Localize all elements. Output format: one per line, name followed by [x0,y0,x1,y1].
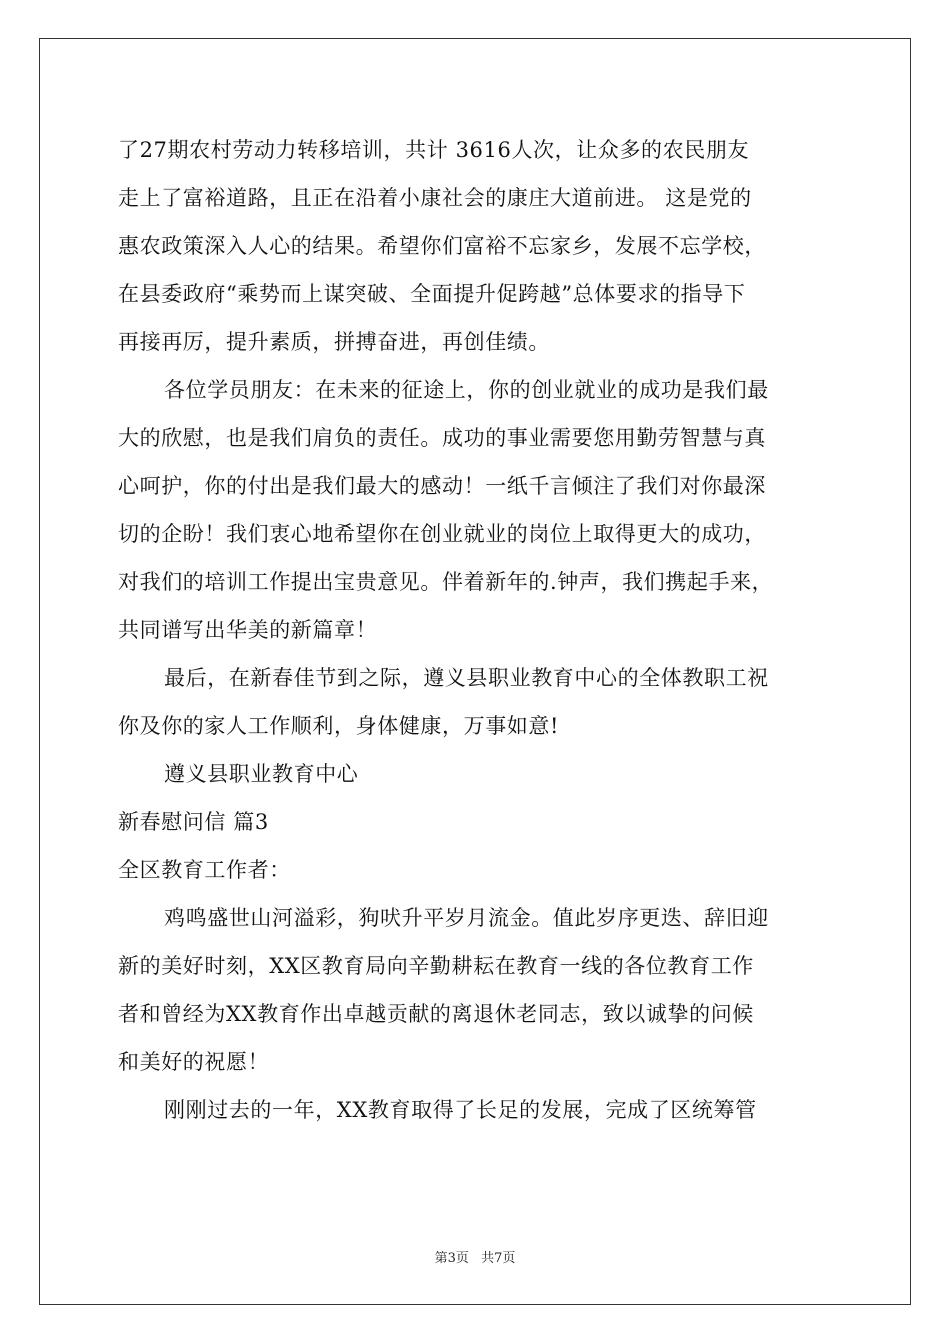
text-line: 共同谱写出华美的新篇章！ [118,618,378,642]
text-line: 新春慰问信 篇3 [118,810,269,834]
text-line: 了27期农村劳动力转移培训，共计 3616人次，让众多的农民朋友 [118,138,750,162]
page-footer [0,1247,950,1266]
total-pages-label: 共7页 [481,1251,516,1266]
text-line: 心呵护，你的付出是我们最大的感动！一纸千言倾注了我们对你最深 [118,474,766,498]
text-line: 全区教育工作者： [118,858,291,882]
text-line: 最后，在新春佳节到之际，遵义县职业教育中心的全体教职工祝 [164,666,769,690]
document-body [118,126,838,1134]
text-line: 和美好的祝愿！ [118,1050,270,1074]
text-line: 大的欣慰，也是我们肩负的责任。成功的事业需要您用勤劳智慧与真 [118,426,766,450]
text-line: 者和曾经为XX教育作出卓越贡献的离退休老同志，致以诚挚的问候 [118,1002,754,1026]
current-page-label: 第3页 [434,1251,469,1266]
text-line: 刚刚过去的一年，XX教育取得了长足的发展，完成了区统筹管 [164,1098,757,1122]
text-line: 鸡鸣盛世山河溢彩，狗吠升平岁月流金。值此岁序更迭、辞旧迎 [164,906,769,930]
text-line: 各位学员朋友：在未来的征途上，你的创业就业的成功是我们最 [164,378,769,402]
text-line: 切的企盼！我们衷心地希望你在创业就业的岗位上取得更大的成功， [118,522,766,546]
text-line: 你及你的家人工作顺利，身体健康，万事如意! [118,714,560,738]
text-line: 惠农政策深入人心的结果。希望你们富裕不忘家乡，发展不忘学校， [118,234,766,258]
text-line: 遵义县职业教育中心 [164,762,359,786]
text-line: 在县委政府“乘势而上谋突破、全面提升促跨越”总体要求的指导下 [118,282,746,306]
text-line: 再接再厉，提升素质，拼搏奋进，再创佳绩。 [118,330,550,354]
text-line: 对我们的培训工作提出宝贵意见。伴着新年的.钟声，我们携起手来， [118,570,774,594]
text-line: 走上了富裕道路，且正在沿着小康社会的康庄大道前进。 这是党的 [118,186,752,210]
text-line: 新的美好时刻，XX区教育局向辛勤耕耘在教育一线的各位教育工作 [118,954,754,978]
